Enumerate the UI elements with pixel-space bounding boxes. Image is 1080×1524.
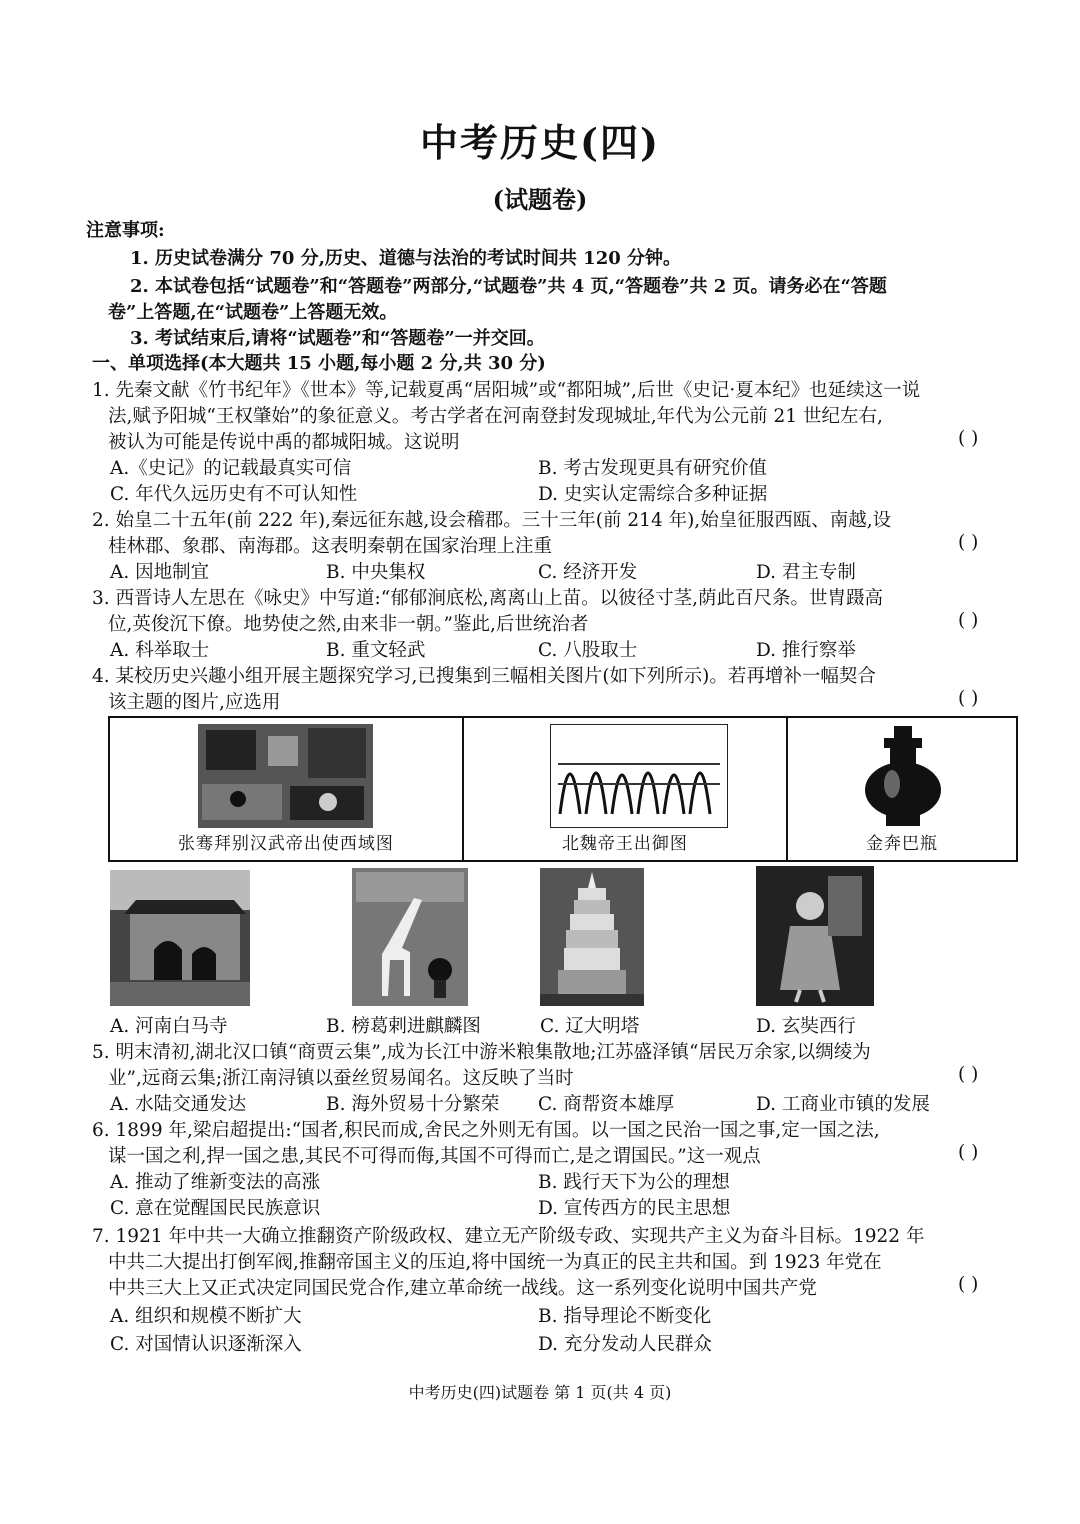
option: C. 经济开发 [538, 562, 638, 583]
option: D. 史实认定需综合多种证据 [538, 484, 768, 505]
page-subtitle: (试题卷) [492, 185, 588, 214]
option: D. 充分发动人民群众 [538, 1334, 712, 1355]
page-footer: 中考历史(四)试题卷 第 1 页(共 4 页) [408, 1383, 672, 1402]
table-cell [109, 717, 463, 861]
question-line: 法,赋予阳城“王权肇始”的象征意义。考古学者在河南登封发现城址,年代为公元前 21 世纪左右, [108, 406, 883, 427]
question-line: 业”,远商云集;浙江南浔镇以蚕丝贸易闻名。这反映了当时 [108, 1068, 574, 1089]
zhangqian-mural-image [198, 724, 373, 828]
section-heading: 一、单项选择(本大题共 15 小题,每小题 2 分,共 30 分) [92, 353, 546, 374]
question-line: 桂林郡、象郡、南海郡。这表明秦朝在国家治理上注重 [108, 536, 553, 557]
option: B. 海外贸易十分繁荣 [326, 1094, 500, 1115]
option: A. 因地制宜 [110, 562, 210, 583]
option: B. 重文轻武 [326, 640, 426, 661]
question-line: 谋一国之利,捍一国之患,其民不可得而侮,其国不可得而亡,是之谓国民。”这一观点 [108, 1146, 761, 1167]
option: B. 践行天下为公的理想 [538, 1172, 730, 1193]
option: C. 商帮资本雄厚 [538, 1094, 675, 1115]
question-line: 中共二大提出打倒军阀,推翻帝国主义的压迫,将中国统一为真正的民主共和国。到 1923 年党在 [108, 1252, 882, 1273]
option: A. 推动了维新变法的高涨 [110, 1172, 321, 1193]
reference-images-table [108, 716, 1018, 862]
option: C. 辽大明塔 [540, 1016, 640, 1037]
option: B. 指导理论不断变化 [538, 1306, 712, 1327]
answer-paren: ( ) [958, 1064, 979, 1085]
image-caption: 北魏帝王出御图 [561, 834, 688, 854]
question-line: 该主题的图片,应选用 [108, 692, 281, 713]
option: A. 科举取士 [110, 640, 210, 661]
notice-item: 2. 本试卷包括“试题卷”和“答题卷”两部分,“试题卷”共 4 页,“答题卷”共 2 页。请务必在“答题 [130, 276, 887, 297]
notice-heading: 注意事项: [86, 220, 165, 241]
option: D. 玄奘西行 [756, 1016, 856, 1037]
image-caption: 张骞拜别汉武帝出使西域图 [177, 834, 394, 854]
option: B. 榜葛剌进麒麟图 [326, 1016, 481, 1037]
option: A. 水陆交通发达 [110, 1094, 247, 1115]
question-line: 中共三大上又正式决定同国民党合作,建立革命统一战线。这一系列变化说明中国共产党 [108, 1278, 817, 1299]
table-cell [463, 717, 787, 861]
question-line: 7. 1921 年中共一大确立推翻资产阶级政权、建立无产阶级专政、实现共产主义为奋斗目标。1922 年 [92, 1226, 925, 1247]
option: C. 年代久远历史有不可认知性 [110, 484, 358, 505]
question-line: 1. 先秦文献《竹书纪年》《世本》等,记载夏禹“居阳城”或“都阳城”,后世《史记·夏本纪》也延续这一说 [92, 380, 921, 401]
baima-temple-image [110, 870, 250, 1006]
page-title: 中考历史(四) [420, 120, 660, 165]
option: B. 中央集权 [326, 562, 426, 583]
beiwei-procession-image [550, 724, 728, 828]
question-line: 位,英俊沉下僚。地势使之然,由来非一朝。”鉴此,后世统治者 [108, 614, 589, 635]
option: D. 工商业市镇的发展 [756, 1094, 930, 1115]
option: C. 八股取士 [538, 640, 638, 661]
option: A. 组织和规模不断扩大 [110, 1306, 302, 1327]
question-line: 5. 明末清初,湖北汉口镇“商贾云集”,成为长江中游米粮集散地;江苏盛泽镇“居民万余家,以绸绫为 [92, 1042, 871, 1063]
question-line: 6. 1899 年,梁启超提出:“国者,积民而成,舍民之外则无有国。以一国之民治一国之事,定一国之法, [92, 1120, 880, 1141]
question-line: 3. 西晋诗人左思在《咏史》中写道:“郁郁涧底松,离离山上苗。以彼径寸茎,荫此百尺条。世胄蹑高 [92, 588, 883, 609]
option: D. 宣传西方的民主思想 [538, 1198, 731, 1219]
answer-paren: ( ) [958, 1142, 979, 1163]
question-line: 2. 始皇二十五年(前 222 年),秦远征东越,设会稽郡。三十三年(前 214 年),始皇征服西瓯、南越,设 [92, 510, 892, 531]
answer-paren: ( ) [958, 688, 979, 709]
giraffe-painting-image [352, 868, 468, 1006]
liao-pagoda-image [540, 868, 644, 1006]
notice-item: 3. 考试结束后,请将“试题卷”和“答题卷”一并交回。 [130, 328, 545, 349]
option: C. 对国情认识逐渐深入 [110, 1334, 302, 1355]
option: A. 河南白马寺 [110, 1016, 228, 1037]
answer-paren: ( ) [958, 428, 979, 449]
xuanzang-image [756, 866, 874, 1006]
option: A.《史记》的记载最真实可信 [110, 458, 352, 479]
option: B. 考古发现更具有研究价值 [538, 458, 767, 479]
answer-paren: ( ) [958, 532, 979, 553]
option: C. 意在觉醒国民民族意识 [110, 1198, 321, 1219]
golden-urn-image [856, 726, 950, 828]
notice-item: 卷”上答题,在“试题卷”上答题无效。 [108, 302, 398, 323]
question-line: 4. 某校历史兴趣小组开展主题探究学习,已搜集到三幅相关图片(如下列所示)。若再增补一幅契合 [92, 666, 876, 687]
answer-paren: ( ) [958, 610, 979, 631]
option: D. 君主专制 [756, 562, 856, 583]
image-caption: 金奔巴瓶 [866, 834, 938, 854]
option: D. 推行察举 [756, 640, 856, 661]
notice-item: 1. 历史试卷满分 70 分,历史、道德与法治的考试时间共 120 分钟。 [130, 248, 682, 269]
answer-paren: ( ) [958, 1274, 979, 1295]
table-cell [787, 717, 1017, 861]
question-line: 被认为可能是传说中禹的都城阳城。这说明 [108, 432, 460, 453]
